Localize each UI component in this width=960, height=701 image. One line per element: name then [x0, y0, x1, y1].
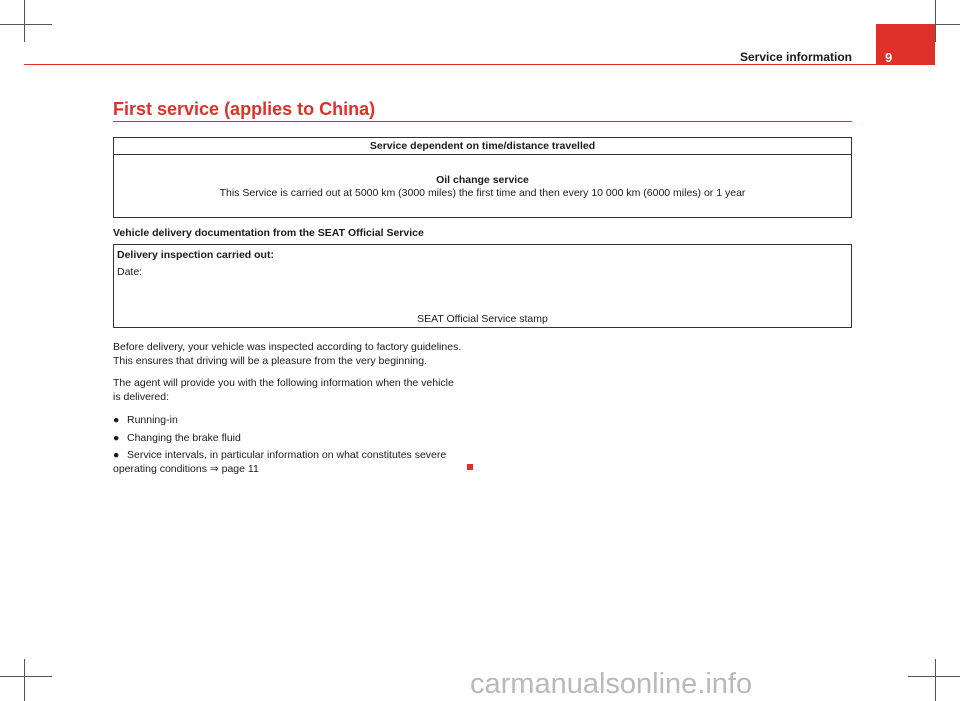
- paragraph-2-line-2: is delivered:: [113, 391, 170, 403]
- crop-mark: [0, 24, 52, 25]
- service-item-description: This Service is carried out at 5000 km (3000 miles) the first time and then every 10 000 km (6000 miles) or 1 year: [219, 187, 746, 199]
- header-rule: [24, 64, 935, 65]
- bullet-icon: ●: [113, 414, 120, 426]
- service-table-heading: Service dependent on time/distance travelled: [113, 137, 852, 155]
- crop-mark: [935, 0, 936, 42]
- paragraph-2-line-1: The agent will provide you with the following information when the vehicle: [113, 377, 454, 389]
- crop-mark: [908, 676, 960, 677]
- list-item-continuation: operating conditions ⇒ page 11: [113, 463, 259, 475]
- list-item-text: Service intervals, in particular information on what constitutes severe: [127, 449, 447, 461]
- page-number-tab: [876, 24, 935, 65]
- list-item: [113, 431, 473, 445]
- list-item: [113, 448, 473, 476]
- crop-mark: [24, 659, 25, 701]
- crop-mark: [24, 0, 25, 42]
- section-title: First service (applies to China): [113, 99, 376, 119]
- stamp-label: SEAT Official Service stamp: [417, 313, 548, 325]
- service-item-title: Oil change service: [436, 174, 529, 186]
- paragraph-2: [113, 376, 473, 404]
- crop-mark: [0, 676, 52, 677]
- date-label: Date:: [117, 266, 143, 278]
- paragraph-1-line-2: This ensures that driving will be a pleasure from the very beginning.: [113, 355, 427, 367]
- running-header: Service information: [739, 50, 852, 64]
- paragraph-1-line-1: Before delivery, your vehicle was inspected according to factory guidelines.: [113, 341, 462, 353]
- title-rule: [113, 121, 852, 122]
- list-item: [113, 413, 473, 427]
- bullet-icon: ●: [113, 449, 120, 461]
- watermark: carmanualsonline.info: [470, 668, 753, 700]
- paragraph-1: [113, 340, 473, 368]
- inspection-label: Delivery inspection carried out:: [117, 249, 274, 261]
- list-item-text: Changing the brake fluid: [127, 432, 241, 444]
- delivery-doc-label: Vehicle delivery documentation from the SEAT Official Service: [113, 227, 424, 239]
- delivery-doc-box: [113, 244, 852, 328]
- bullet-icon: ●: [113, 432, 120, 444]
- list-item-text: Running-in: [127, 414, 178, 426]
- section-end-icon: [467, 464, 473, 470]
- crop-mark: [935, 659, 936, 701]
- page-number: 9: [885, 50, 893, 65]
- service-table-body: [113, 154, 852, 218]
